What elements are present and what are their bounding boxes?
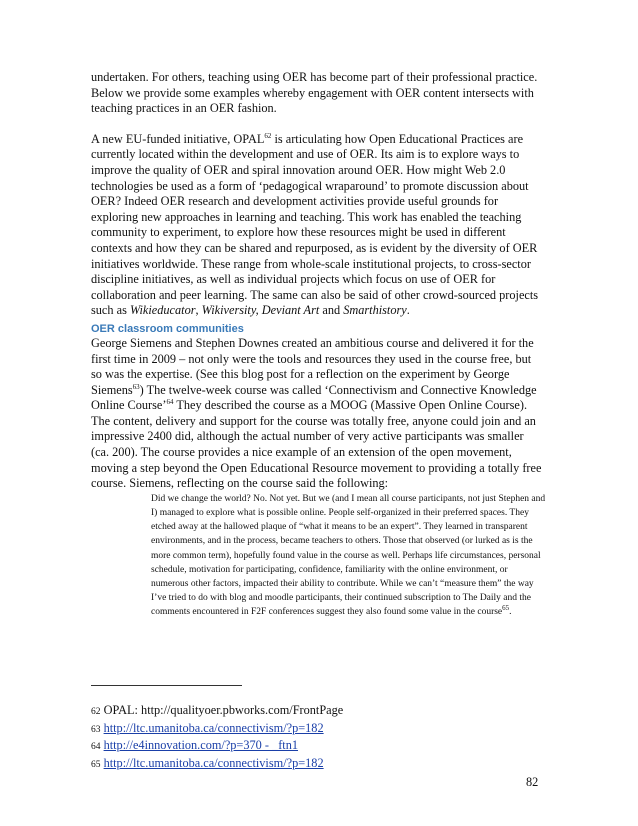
paragraph-course	[91, 336, 543, 492]
footnote-link[interactable]: http://ltc.umanitoba.ca/connectivism/?p=182	[103, 755, 324, 770]
opal-text: A new EU-funded initiative, OPAL	[91, 131, 265, 146]
footnotes	[91, 703, 543, 773]
footnote-link[interactable]: http://e4innovation.com/?p=370 - _ftn1	[103, 738, 299, 753]
page-body	[91, 70, 546, 620]
block-quote	[151, 492, 546, 620]
course-text-cont: ) The twelve-week course was called ‘Connectivism and Connective Knowledge Online Course’	[91, 382, 537, 413]
footnote-ref-62[interactable]: 62	[264, 131, 272, 140]
paragraph-intro: undertaken. For others, teaching using OER has become part of their professional practice. Below we provide some examples whereby engagement with OER content intersects with teaching practices in an OER fashion.	[91, 70, 538, 116]
separator: and	[319, 303, 344, 318]
footnote-number: 65	[91, 759, 101, 770]
footnote-63	[91, 721, 543, 739]
footnote-ref-64[interactable]: 64	[166, 398, 174, 407]
separator: ,	[195, 303, 202, 318]
footnote-divider	[91, 685, 242, 686]
paragraph-opal	[91, 132, 543, 319]
course-text-end: They described the course as a MOOG (Massive Open Online Course). The content, delivery and support for the course was totally free, anyone could join and an impressive 2400 did, although the actual number of very active participants was smaller (ca. 200). The course provides a nice example of an extension of the open movement, moving a step beyond the Open Educational Resource movement to providing a totally free course. Siemens, reflecting on the course said the following:	[91, 398, 542, 491]
footnote-number: 62	[91, 707, 101, 717]
footnote-ref-63[interactable]: 63	[132, 382, 140, 391]
course-text: George Siemens and Stephen Downes created an ambitious course and delivered it for the first time in 2009 – not only were the tools and resources they used in the course free, but so was the expertise. (See this blog post for a reflection on the experiment by George Siemens	[91, 335, 534, 397]
period: .	[406, 303, 410, 318]
section-heading: OER classroom communities	[91, 322, 244, 335]
footnote-62	[91, 703, 543, 721]
footnote-text: OPAL: http://qualityoer.pbworks.com/FrontPage	[103, 703, 344, 717]
smarthistory-term: Smarthistory	[343, 303, 407, 318]
wikiversity-term: Wikiversity, Deviant Art	[201, 303, 320, 318]
opal-text-cont: is articulating how Open Educational Practices are currently located within the development and use of OER. Its aim is to explore ways to improve the quality of OER and spiral innovation around OER. How might Web 2.0 technologies be used as a form of ‘pedagogical wraparound’ to promote discussion about OER? Indeed OER research and development activities provide useful grounds for exploring new approaches in learning and teaching. This work has enabled the teaching community to experiment, to explore how these resources might be used in different contexts and how they can be shared and repurposed, as is evident by the diversity of OER initiatives worldwide. These range from whole-scale institutional projects, to cross-sector discipline initiatives, as well as individual projects which focus on use of OER for collaboration and peer learning. The same can also be said of other crowd-sourced projects such as	[91, 131, 539, 318]
footnote-ref-65[interactable]: 65	[502, 604, 510, 613]
footnote-65	[91, 756, 543, 774]
wikieducator-term: Wikieducator	[129, 303, 196, 318]
page-number: 82	[526, 775, 539, 789]
footnote-number: 63	[91, 724, 101, 735]
footnote-link[interactable]: http://ltc.umanitoba.ca/connectivism/?p=182	[103, 720, 324, 735]
footnote-64	[91, 738, 543, 756]
period: .	[509, 607, 512, 618]
quote-text: Did we change the world? No. Not yet. But we (and I mean all course participants, not just Stephen and I) managed to explore what is possible online. People self-organized in their preferred spaces. They etched away at the hallowed plaque of “what it means to be an expert”. They learned in transparent environments, and in the process, became teachers to others. Those that observed (or lurked as is the more common term), hopefully found value in the course as well. Perhaps life circumstances, personal schedule, motivation for participating, confidence, familiarity with the online environment, or numerous other factors, impacted their ability to contribute. While we can’t “measure them” the way I’ve tried to do with blog and moodle participants, their continued subscription to The Daily and the comments encountered in F2F conferences suggest they also found some value in the course	[151, 493, 546, 618]
footnote-number: 64	[91, 742, 101, 753]
